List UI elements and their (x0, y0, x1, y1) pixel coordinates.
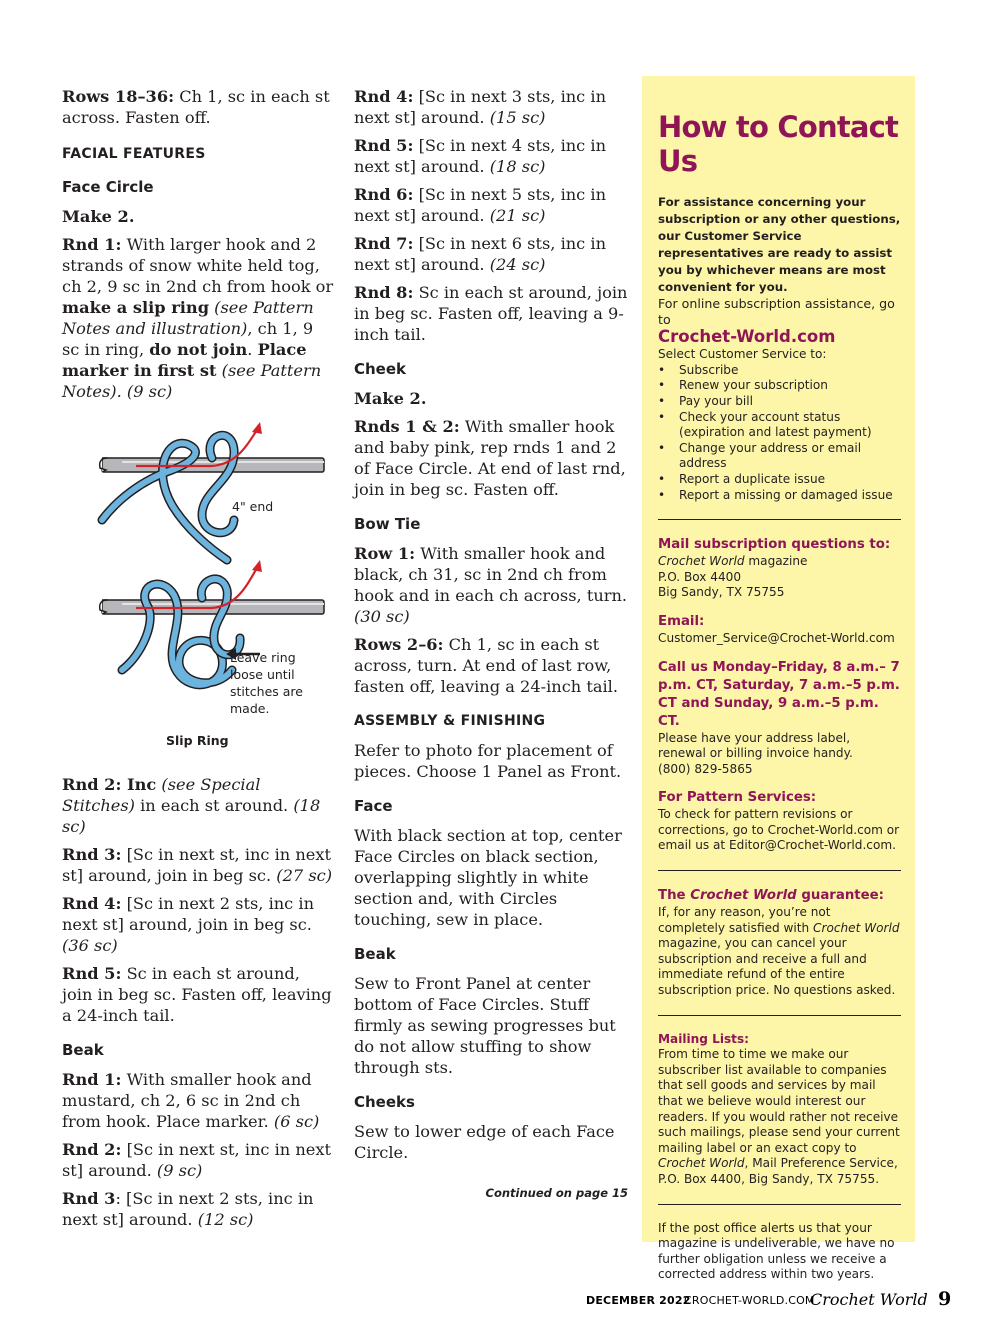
assembly-text: Refer to photo for placement of pieces. Choose 1 Panel as Front. (354, 741, 622, 781)
beak-rnd6: Rnd 6: [Sc in next 5 sts, inc in next st] around. (21 sc) (354, 185, 606, 225)
service-item: • Pay your bill (679, 394, 901, 410)
divider (658, 519, 901, 520)
leave-ring-label: Leave ring loose until stitches are made. (230, 650, 303, 716)
pattern-text: To check for pattern revisions or corrections, go to Crochet-World.com or email us at Editor@Crochet-World.com. (658, 807, 900, 853)
bow-tie-row1: Row 1: With smaller hook and black, ch 31, sc in 2nd ch from hook and in each ch across, turn. (30 sc) (354, 544, 628, 626)
call-section (658, 659, 901, 778)
end-label: 4" end (232, 499, 274, 514)
phone-number[interactable]: (800) 829-5865 (658, 761, 753, 776)
mailing-section (658, 1032, 901, 1188)
cheek-rnds: Rnds 1 & 2: With smaller hook and baby pink, rep rnds 1 and 2 of Face Circle. At end of last rnd, join in beg sc. Fasten off. (354, 417, 626, 499)
sidebar-title: How to Contact Us (658, 110, 899, 178)
cheeks-heading: Cheeks (354, 1093, 415, 1111)
face-circle-rnd1: Rnd 1: With larger hook and 2 strands of snow white held tog, ch 2, 9 sc in 2nd ch from hook or make a slip ring (see Pattern Notes and illustration), ch 1, 9 sc in ring, do not join. Place marker in first st (see Pattern Notes). (9 sc) (62, 235, 334, 401)
cheek-heading: Cheek (354, 360, 407, 378)
mail-section (658, 536, 901, 601)
bow-tie-heading: Bow Tie (354, 515, 421, 533)
mail-title: Mail subscription questions to: (658, 537, 891, 553)
beak-rnd7: Rnd 7: [Sc in next 6 sts, inc in next st] around. (24 sc) (354, 234, 606, 274)
mail-city: Big Sandy, TX 75755 (658, 585, 785, 600)
online-text: For online subscription assistance, go to (658, 296, 895, 327)
email-title: Email: (658, 613, 705, 629)
beak-assembly-text: Sew to Front Panel at center bottom of Face Circles. Stuff firmly as sewing progresses but do not allow stuffing to show through sts. (354, 974, 616, 1077)
issue-date: DECEMBER 2022 (586, 1294, 691, 1307)
slip-ring-diagram (62, 410, 334, 770)
page-footer (0, 1290, 999, 1312)
middle-column (354, 86, 628, 1204)
beak-heading: Beak (62, 1041, 104, 1059)
magazine-name: Crochet World (810, 1290, 928, 1309)
bow-tie-rows2-6: Rows 2–6: Ch 1, sc in each st across, turn. At end of last row, fasten off, leaving a 24-inch tail. (354, 635, 618, 696)
beak-rnd5: Rnd 5: [Sc in next 4 sts, inc in next st] around. (18 sc) (354, 136, 606, 176)
divider (658, 870, 901, 871)
face-circle-rnd5: Rnd 5: Sc in each st around, join in beg sc. Fasten off, leaving a 24-inch tail. (62, 964, 332, 1025)
service-item: • Report a duplicate issue (679, 472, 901, 488)
beak-rnd3: Rnd 3: [Sc in next 2 sts, inc in next st] around. (12 sc) (62, 1189, 314, 1229)
service-item: • Report a missing or damaged issue (679, 488, 901, 504)
beak-rnd8: Rnd 8: Sc in each st around, join in beg sc. Fasten off, leaving a 9-inch tail. (354, 283, 628, 344)
slip-ring-caption: Slip Ring (166, 733, 229, 748)
face-circle-rnd2: Rnd 2: Inc (see Special Stitches) in each st around. (18 sc) (62, 775, 321, 836)
face-text: With black section at top, center Face Circles on black section, overlapping slightly in white section and, with Circles touching, sew in place. (354, 826, 622, 929)
guarantee-title: The Crochet World guarantee: (658, 888, 884, 904)
sidebar-intro: For assistance concerning your subscription or any other questions, our Customer Service representatives are ready to assist you by whichever means are most convenient for you. (658, 195, 901, 294)
beak-rnd2: Rnd 2: [Sc in next st, inc in next st] around. (9 sc) (62, 1140, 332, 1180)
pattern-section (658, 789, 901, 854)
beak-rnd1: Rnd 1: With smaller hook and mustard, ch 2, 6 sc in 2nd ch from hook. Place marker. (6 sc) (62, 1070, 320, 1131)
face-circle-make-count: Make 2. (62, 207, 135, 226)
face-circle-rnd3: Rnd 3: [Sc in next st, inc in next st] around, join in beg sc. (27 sc) (62, 845, 333, 885)
email-section (658, 613, 901, 647)
assembly-heading: ASSEMBLY & FINISHING (354, 713, 546, 729)
website-link[interactable]: Crochet-World.com (658, 327, 836, 347)
mail-magazine: Crochet World magazine (658, 554, 808, 569)
guarantee-text: If, for any reason, you’re not completely satisfied with Crochet World magazine, you can cancel your subscription and receive a full and immediate refund of the entire subscription price. No questions asked. (658, 905, 900, 998)
divider (658, 1204, 901, 1205)
rows-18-36-instruction: Rows 18–36: Ch 1, sc in each st across. Fasten off. (62, 87, 330, 127)
face-circle-rnd4: Rnd 4: [Sc in next 2 sts, inc in next st] around, join in beg sc. (36 sc) (62, 894, 314, 955)
divider (658, 1015, 901, 1016)
service-item: • Subscribe (679, 363, 901, 379)
left-column (62, 86, 334, 1237)
cheek-make-count: Make 2. (354, 389, 427, 408)
service-item: • Change your address or email address (679, 441, 901, 472)
service-list (658, 363, 901, 503)
mailing-title: Mailing Lists: (658, 1031, 749, 1046)
service-item: • Renew your subscription (679, 378, 901, 394)
email-address[interactable]: Customer_Service@Crochet-World.com (658, 630, 895, 645)
face-circle-heading: Face Circle (62, 178, 154, 196)
facial-features-heading: FACIAL FEATURES (62, 146, 206, 162)
beak-rnd4: Rnd 4: [Sc in next 3 sts, inc in next st] around. (15 sc) (354, 87, 606, 127)
pattern-title: For Pattern Services: (658, 790, 817, 806)
mailing-text: From time to time we make our subscriber list available to companies that sell goods and services by mail that we believe would interest our readers. If you would rather not receive such mailings, please send your current mailing label or an exact copy to Crochet World, Mail Preference Service, P.O. Box 4400, Big Sandy, TX 75755. (658, 1047, 900, 1186)
select-text: Select Customer Service to: (658, 347, 827, 362)
guarantee-section (658, 887, 901, 999)
page-number: 9 (938, 1288, 952, 1310)
call-text: Please have your address label, renewal or billing invoice handy. (658, 730, 853, 761)
continued-note: Continued on page 15 (485, 1186, 628, 1200)
call-title: Call us Monday–Friday, 8 a.m.– 7 p.m. CT, Saturday, 7 a.m.–5 p.m. CT and Sunday, 9 a.m.–5 p.m. CT. (658, 659, 900, 729)
post-office-text: If the post office alerts us that your magazine is undeliverable, we have no further obligation unless we receive a corrected address within two years. (658, 1220, 895, 1282)
mail-box: P.O. Box 4400 (658, 569, 742, 584)
beak-assembly-heading: Beak (354, 945, 396, 963)
cheeks-text: Sew to lower edge of each Face Circle. (354, 1122, 615, 1162)
service-item: • Check your account status (expiration and latest payment) (679, 410, 901, 441)
face-heading: Face (354, 797, 393, 815)
footer-website: CROCHET-WORLD.COM (684, 1294, 815, 1307)
contact-sidebar (642, 76, 915, 1282)
